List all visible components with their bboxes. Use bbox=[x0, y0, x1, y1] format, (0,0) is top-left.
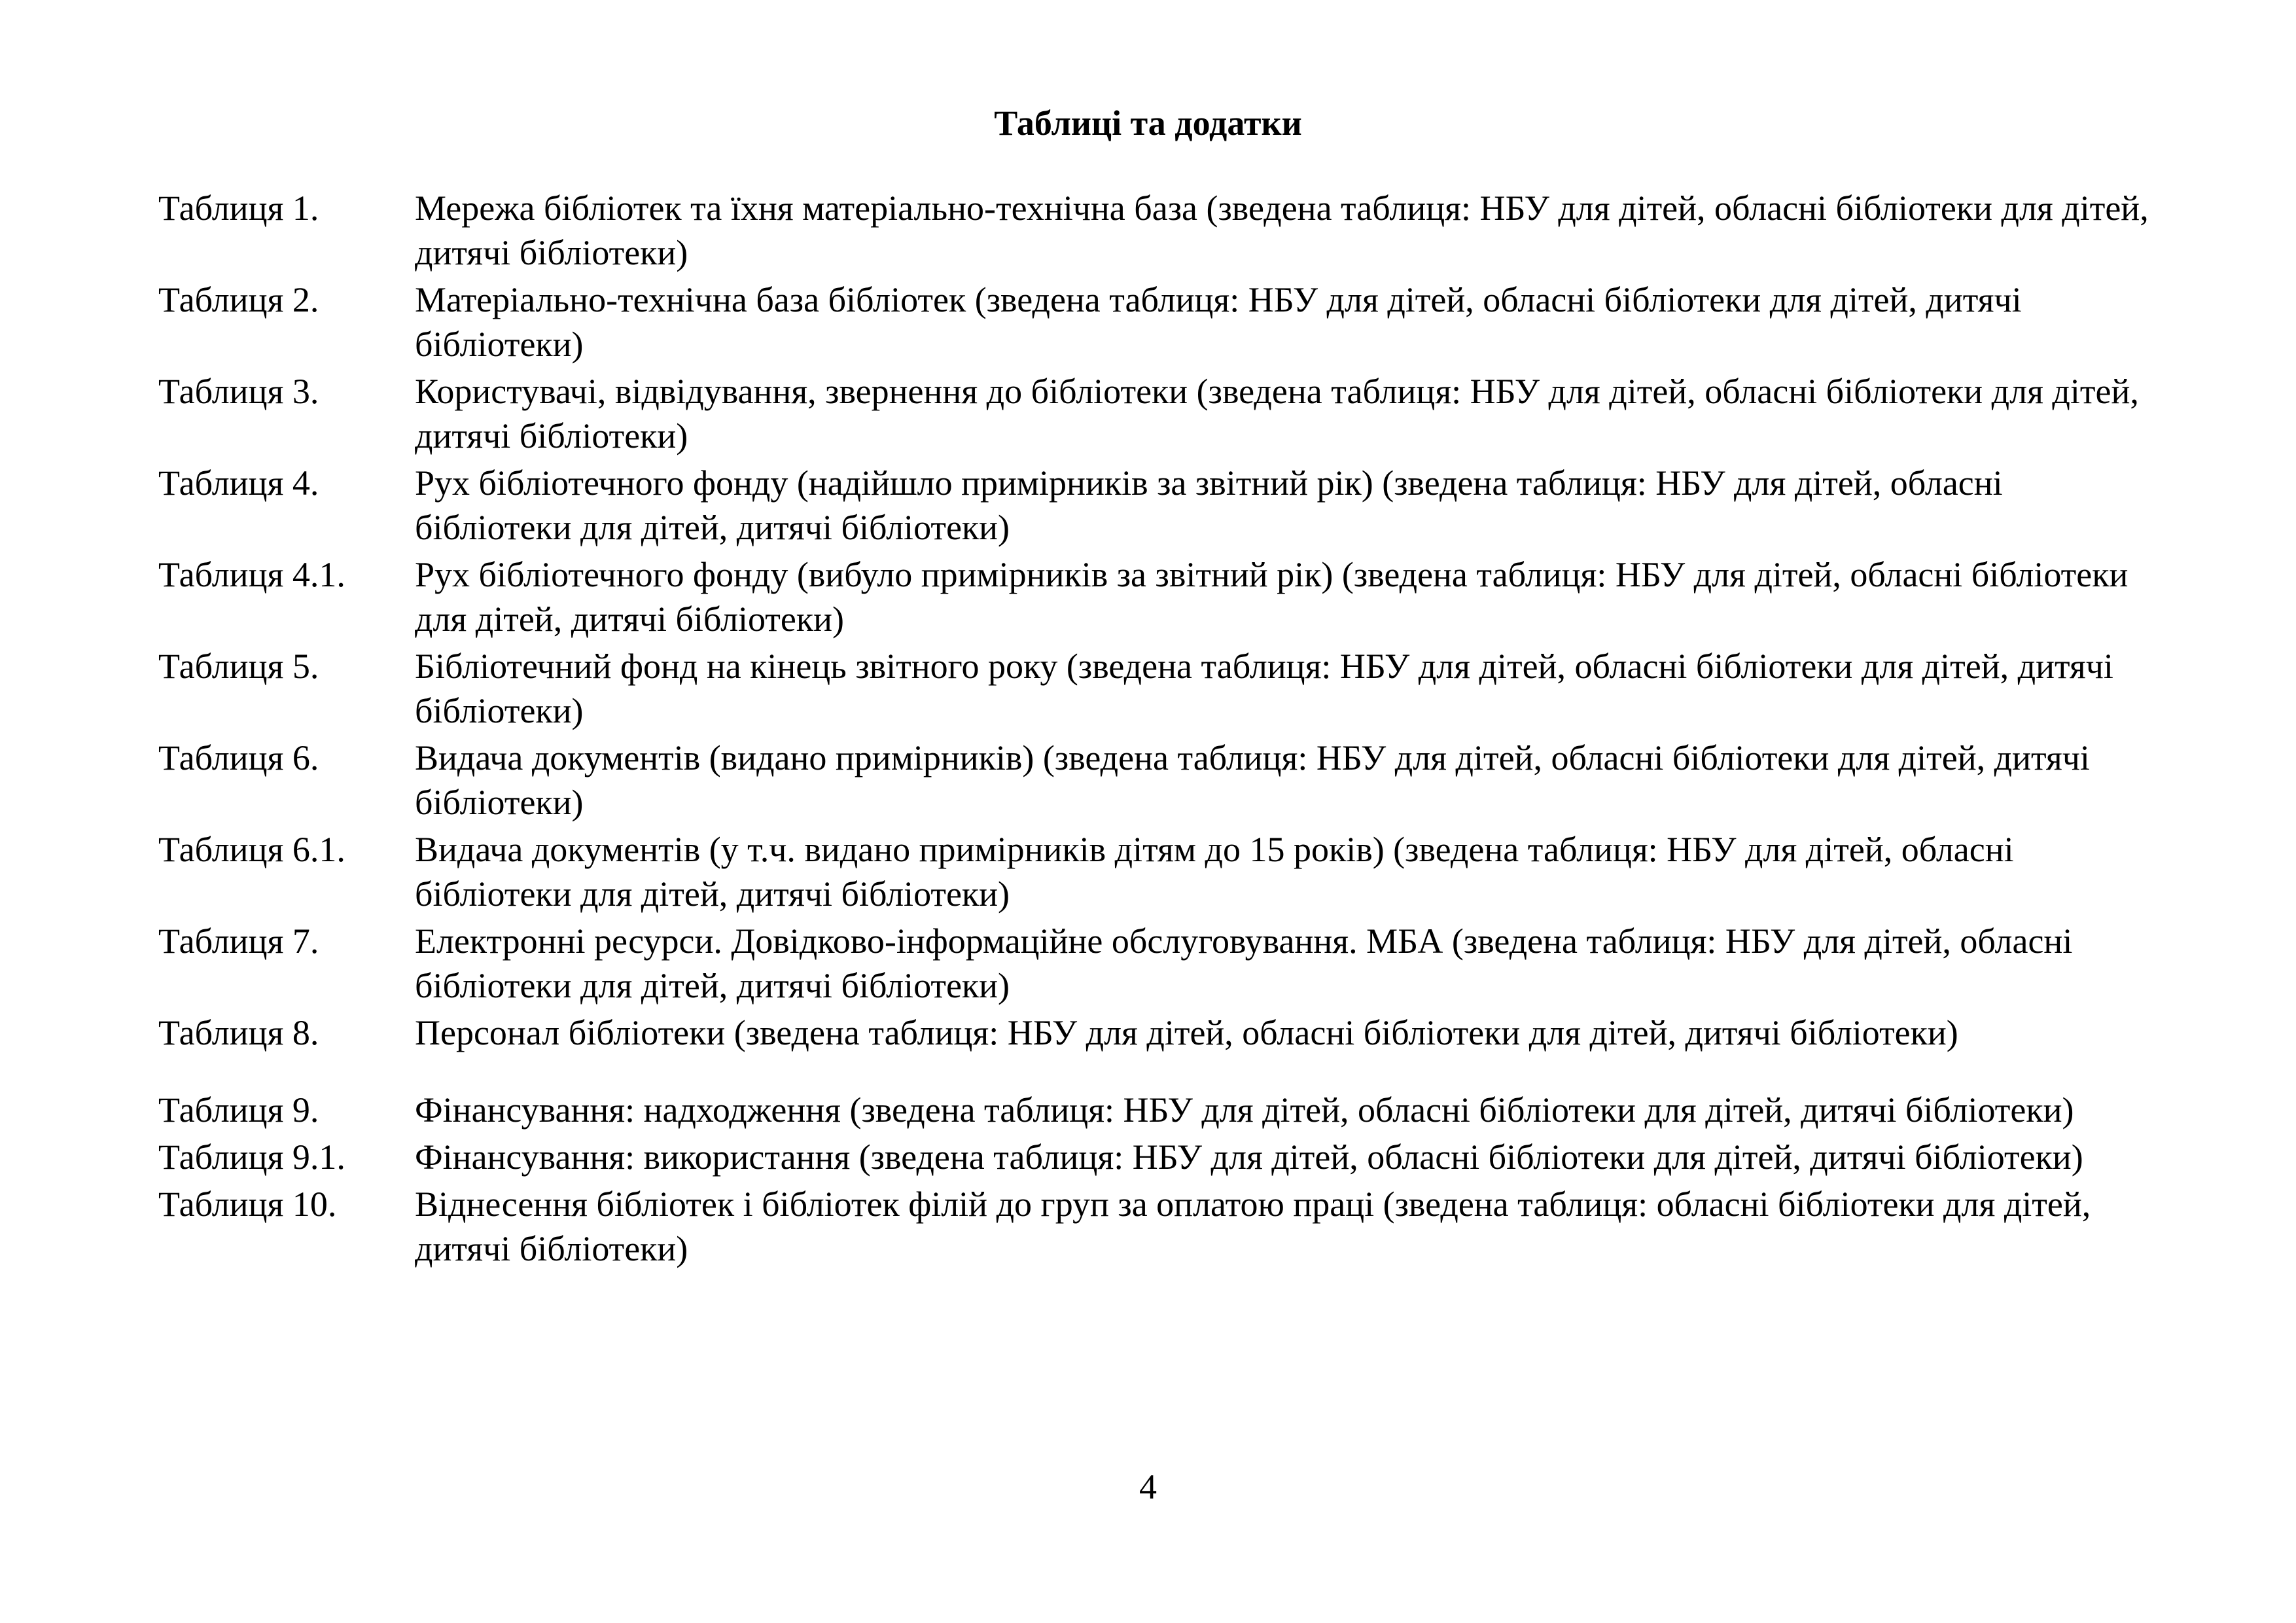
table-description: Персонал бібліотеки (зведена таблиця: НБУ для дітей, обласні бібліотеки для дітей, дитячі бібліотеки) bbox=[415, 1013, 1958, 1052]
table-label: Таблиця 7. bbox=[158, 921, 319, 961]
table-label: Таблиця 6.1. bbox=[158, 830, 345, 869]
page-title: Таблиці та додатки bbox=[994, 103, 1302, 143]
list-item bbox=[158, 369, 2180, 458]
table-label: Таблиця 9.1. bbox=[158, 1137, 345, 1177]
table-description: Матеріально-технічна база бібліотек (зведена таблиця: НБУ для дітей, обласні бібліотеки для дітей, дитячі бібліотеки) bbox=[415, 280, 2022, 364]
list-item bbox=[158, 1010, 2180, 1055]
table-label: Таблиця 3. bbox=[158, 372, 319, 411]
table-label: Таблиця 5. bbox=[158, 647, 319, 686]
page-number: 4 bbox=[1139, 1467, 1157, 1507]
table-description: Мережа бібліотек та їхня матеріально-технічна база (зведена таблиця: НБУ для дітей, обласні бібліотеки для дітей, дитячі бібліотеки) bbox=[415, 188, 2149, 272]
table-description: Рух бібліотечного фонду (вибуло примірників за звітний рік) (зведена таблиця: НБУ для дітей, обласні бібліотеки для дітей, дитячі бібліотеки) bbox=[415, 555, 2128, 639]
table-description: Бібліотечний фонд на кінець звітного року (зведена таблиця: НБУ для дітей, обласні бібліотеки для дітей, дитячі бібліотеки) bbox=[415, 647, 2113, 730]
table-label: Таблиця 1. bbox=[158, 188, 319, 228]
table-label: Таблиця 6. bbox=[158, 738, 319, 777]
table-label: Таблиця 9. bbox=[158, 1090, 319, 1130]
table-description: Користувачі, відвідування, звернення до бібліотеки (зведена таблиця: НБУ для дітей, обласні бібліотеки для дітей, дитячі бібліотеки) bbox=[415, 372, 2139, 455]
list-item bbox=[158, 919, 2180, 1008]
table-description: Фінансування: використання (зведена таблиця: НБУ для дітей, обласні бібліотеки для дітей, дитячі бібліотеки) bbox=[415, 1137, 2083, 1177]
table-label: Таблиця 4. bbox=[158, 463, 319, 503]
list-item bbox=[158, 1135, 2180, 1179]
table-description: Фінансування: надходження (зведена таблиця: НБУ для дітей, обласні бібліотеки для дітей, дитячі бібліотеки) bbox=[415, 1090, 2074, 1130]
list-item bbox=[158, 644, 2180, 733]
list-item bbox=[158, 277, 2180, 366]
list-item bbox=[158, 552, 2180, 641]
table-description: Видача документів (видано примірників) (зведена таблиця: НБУ для дітей, обласні бібліотеки для дітей, дитячі бібліотеки) bbox=[415, 738, 2090, 822]
table-description: Віднесення бібліотек і бібліотек філій до груп за оплатою праці (зведена таблиця: обласні бібліотеки для дітей, дитячі бібліотеки) bbox=[415, 1185, 2091, 1268]
table-description: Видача документів (у т.ч. видано примірників дітям до 15 років) (зведена таблиця: НБУ для дітей, обласні бібліотеки для дітей, дитячі бібліотеки) bbox=[415, 830, 2014, 914]
table-label: Таблиця 8. bbox=[158, 1013, 319, 1052]
table-label: Таблиця 4.1. bbox=[158, 555, 345, 594]
table-list bbox=[158, 186, 2180, 1274]
table-description: Рух бібліотечного фонду (надійшло примірників за звітний рік) (зведена таблиця: НБУ для дітей, обласні бібліотеки для дітей, дитячі бібліотеки) bbox=[415, 463, 2003, 547]
table-description: Електронні ресурси. Довідково-інформаційне обслуговування. МБА (зведена таблиця: НБУ для дітей, обласні бібліотеки для дітей, дитячі бібліотеки) bbox=[415, 921, 2073, 1005]
list-item bbox=[158, 736, 2180, 825]
table-label: Таблиця 10. bbox=[158, 1185, 337, 1224]
list-item bbox=[158, 1088, 2180, 1132]
list-item bbox=[158, 186, 2180, 275]
list-item bbox=[158, 461, 2180, 550]
table-label: Таблиця 2. bbox=[158, 280, 319, 319]
list-item bbox=[158, 1182, 2180, 1271]
list-item bbox=[158, 827, 2180, 916]
